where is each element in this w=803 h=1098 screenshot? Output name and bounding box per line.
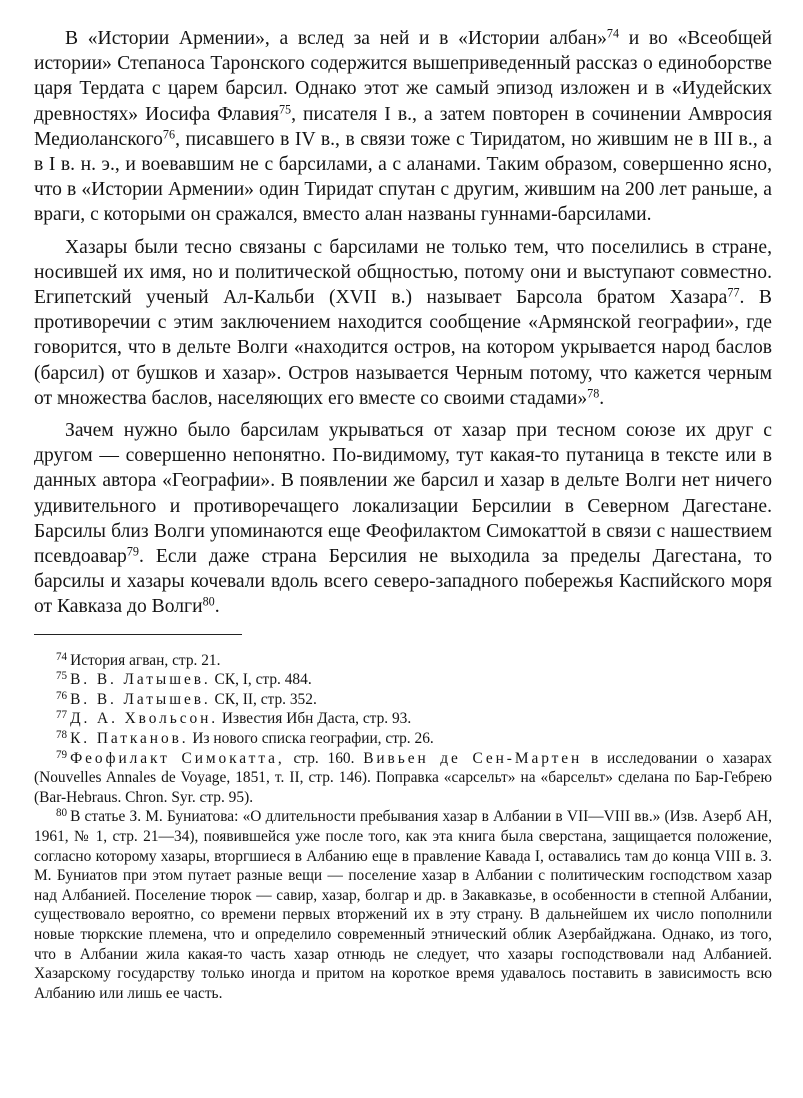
text-run: СК, I, стр. 484. <box>210 671 312 689</box>
text-run: СК, II, стр. 352. <box>210 690 317 708</box>
main-text <box>34 26 772 620</box>
author-name: В. В. Латышев. <box>70 690 211 708</box>
footnote <box>34 729 772 749</box>
footnote-ref: 78 <box>587 386 600 401</box>
footnote-ref: 76 <box>162 127 176 142</box>
footnote <box>34 749 772 808</box>
text-run: в исследовании о хазарах (Nouvelles Annales de Voyage, 1851, т. II, стр. 146). Поправка «сарсельт» на «барсельт» сделана по Бар-Гебрею (Bar-Hebraus. Chron. Syr. стр. 95). <box>34 749 772 806</box>
footnote <box>34 709 772 729</box>
footnote-number: 78 <box>56 729 68 742</box>
footnote-number: 74 <box>56 650 68 663</box>
footnote-divider <box>34 634 242 635</box>
footnote-number: 79 <box>56 748 68 761</box>
footnote-ref: 79 <box>126 544 139 559</box>
book-page <box>34 26 772 1003</box>
footnote <box>34 670 772 690</box>
paragraph <box>34 235 772 411</box>
author-name: К. Патканов. <box>70 730 189 748</box>
footnote-ref: 75 <box>278 101 292 116</box>
author-name: В. В. Латышев. <box>70 671 211 689</box>
text-run: и во «Всеобщей истории» Степаноса Таронского содержится вышеприведенный рассказ о единоборстве царя Тердата с царем барсил. Однако этот же самый эпизод изложен и в «Иудейских древностях» Иосифа Флавия <box>34 28 772 125</box>
text-run: Известия Ибн Даста, стр. 93. <box>218 710 412 728</box>
footnote-number: 75 <box>56 670 68 683</box>
author-name: Феофилакт Симокатта, <box>70 749 285 767</box>
footnote-number: 80 <box>56 807 68 820</box>
footnote <box>34 651 772 671</box>
text-run: стр. 160. <box>284 749 364 767</box>
footnote-ref: 77 <box>727 285 740 300</box>
text-run: . Если даже страна Берсилия не выходила за пределы Дагестана, то барсилы и хазары кочевали вдоль всего северо-западного побережья Каспийского моря от Кавказа до Волги <box>34 546 772 618</box>
paragraph <box>34 26 772 228</box>
text-run: . <box>599 387 605 409</box>
text-run: В статье З. М. Буниатова: «О длительности пребывания хазар в Албании в VII—VIII вв.» (Изв. Азерб АН, 1961, № 1, стр. 21—34), появившейся уже после того, как эта книга была сверстана, защищается положение, согласно которому хазары, вторгшиеся в Албанию еще в правление Кавада I, оставались там до конца VIII в. З. М. Буниатов при этом путает разные вещи — поселение хазар в Албании с политическим господством хазар над Албанией. Поселение тюрок — савир, хазар, болгар и др. в Закавказье, в особенности в степной Албании, существовало вероятно, со времени первых вторжений их в эту страну. В дальнейшем их число пополнили новые тюркские племена, что и определило современный этнический облик Азербайджана. Однако, из того, что в Албании жила какая-то часть хазар отнюдь не следует, что хазары господствовали над Албанией. Хазарскому государству только иногда и притом на короткое время удавалось поставить в зависимость всю Албанию или лишь ее часть. <box>34 808 772 1002</box>
text-run: Из нового списка географии, стр. 26. <box>188 730 434 748</box>
text-run: , писателя I в., а затем повторен в сочинении Амвросия Медиоланского <box>34 103 772 150</box>
footnote <box>34 690 772 710</box>
footnote-number: 76 <box>56 689 68 702</box>
footnote-ref: 80 <box>202 594 215 609</box>
author-name: Д. А. Хвольсон. <box>70 710 219 728</box>
text-run: В «Истории Армении», а вслед за ней и в «Истории албан» <box>65 28 607 49</box>
text-run: . В противоречии с этим заключением находится сообщение «Армянской географии», где говорится, что в дельте Волги «находится остров, на котором укрывается народ баслов (барсил) от бушков и хазар». Остров называется Черным потому, что кажется черным от множества баслов, населяющих его вместе со своими стадами» <box>34 287 772 409</box>
footnote <box>34 807 772 1003</box>
text-run: История агван, стр. 21. <box>70 651 221 669</box>
footnote-ref: 74 <box>606 26 620 41</box>
footnote-number: 77 <box>56 709 68 722</box>
text-run: . <box>214 596 220 618</box>
text-run: Хазары были тесно связаны с барсилами не только тем, что поселились в стране, носившей их имя, но и политической общностью, потому они и выступают совместно. Египетский ученый Ал-Кальби (XVII в.) называет Барсола братом Хазара <box>34 236 772 309</box>
text-run: Зачем нужно было барсилам укрываться от хазар при тесном союзе их друг с другом — совершенно непонятно. По-видимому, тут какая-то путаница в тексте или в данных автора «Географии». В появлении же барсил и хазар в дельте Волги нет ничего удивительного и противоречащего локализации Берсилии в Северном Дагестане. Барсилы близ Волги упоминаются еще Феофилактом Симокаттой в связи с нашествием псевдоавар <box>34 420 772 568</box>
paragraph <box>34 418 772 620</box>
footnotes <box>34 651 772 1004</box>
author-name: Вивьен де Сен-Мартен <box>363 749 583 767</box>
text-run: , писавшего в IV в., в связи тоже с Тиридатом, но жившим не в III в., а в I в. н. э., и воевавшим не с барсилами, а с аланами. Таким образом, совершенно ясно, что в «Истории Армении» один Тиридат спутан с другим, жившим на 200 лет раньше, а враги, с которыми он сражался, вместо алан названы гуннами-барсилами. <box>34 128 772 226</box>
